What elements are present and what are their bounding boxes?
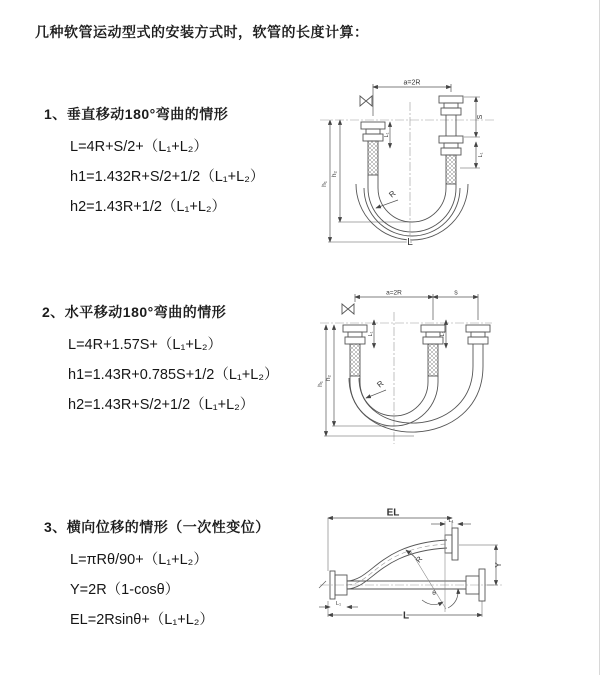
formula-line: L=πRθ/90+（L₁+L₂）: [70, 552, 208, 568]
hose-centerline: [347, 544, 447, 585]
theta-arc-arrow: [448, 589, 458, 608]
section-2-formulas: [68, 330, 278, 420]
dim-label-fitting: L₁: [440, 331, 446, 337]
braided-hose-section: [428, 344, 438, 376]
valve-icon: [342, 304, 354, 314]
braided-hose-section: [350, 344, 360, 376]
dim-label-stroke: S: [477, 114, 484, 120]
hose-wall: [428, 376, 438, 382]
section-vertical-move: [44, 104, 264, 222]
formula-line: h1=1.43R+0.785S+1/2（L₁+L₂）: [68, 367, 279, 383]
left-flange: [343, 325, 367, 344]
radius-label: R: [375, 378, 386, 390]
extension-line: [355, 294, 478, 320]
dim-label-stroke: s: [454, 289, 458, 297]
dim-label-h1: h₁: [321, 181, 328, 187]
dim-label-fitting: L₁: [448, 518, 454, 524]
formula-line: L=4R+1.57S+（L₁+L₂）: [68, 337, 223, 353]
section-2-heading: 2、水平移动180°弯曲的情形: [42, 304, 227, 320]
right-flange-moved-position: [466, 325, 490, 366]
theta-arc-arrow: [422, 600, 443, 605]
dim-label-fitting: L₁: [478, 152, 484, 158]
hose-curve-displaced: [347, 540, 447, 581]
theta-label: θ: [432, 590, 436, 597]
hose-wall: [446, 184, 456, 188]
left-flange: [361, 122, 385, 141]
dim-label-fitting: L₁: [368, 331, 374, 337]
braided-hose-section: [368, 141, 378, 175]
section-1-formulas: [70, 132, 264, 222]
radius-leader: [366, 390, 386, 398]
dim-label-span: a=2R: [403, 79, 421, 87]
formula-line: h2=1.43R+1/2（L₁+L₂）: [70, 199, 227, 215]
dim-label-el: EL: [386, 507, 400, 519]
formula-line: L=4R+S/2+（L₁+L₂）: [70, 139, 208, 155]
diagram-horizontal-180-bend: [318, 286, 494, 448]
hose-wall: [350, 376, 360, 382]
dim-label-y: Y: [494, 562, 503, 568]
section-lateral-displacement: [44, 517, 270, 635]
valve-icon: [360, 96, 372, 106]
dim-label-span: a=2R: [386, 289, 402, 297]
radius-leader: [376, 200, 398, 208]
dim-label-h1: h₁: [317, 381, 324, 387]
section-1-heading: 1、垂直移动180°弯曲的情形: [44, 106, 229, 122]
extension-line: [459, 545, 498, 585]
hose-bend-moved: [359, 366, 473, 423]
braided-hose-section: [446, 155, 456, 184]
centerline-break-tick: [319, 581, 326, 588]
right-flange-upper-position: [439, 96, 463, 136]
right-flange-lower-position: [439, 136, 463, 155]
diagram-vertical-180-bend: [318, 76, 500, 252]
radius-label: R: [413, 554, 425, 565]
dim-label-h2: h₂: [331, 170, 338, 178]
upper-flange-displaced-position: [445, 528, 458, 560]
section-horizontal-move: [42, 302, 278, 420]
extension-line: [328, 518, 452, 571]
page-title: 几种软管运动型式的安装方式时，软管的长度计算：: [35, 24, 369, 40]
section-3-heading: 3、横向位移的情形（一次性变位）: [44, 519, 270, 535]
hose-wall: [368, 175, 378, 188]
radius-label: R: [387, 188, 398, 200]
section-3-formulas: [70, 545, 270, 635]
formula-line: h1=1.432R+S/2+1/2（L₁+L₂）: [70, 169, 265, 185]
dim-label-fitting: L₁: [384, 132, 390, 138]
length-label: L: [402, 610, 410, 622]
diagram-lateral-displacement: [318, 508, 504, 630]
formula-line: Y=2R（1-cosθ）: [70, 582, 180, 598]
dim-label-fitting: L₁: [336, 601, 341, 607]
hose-curve-displaced: [347, 548, 447, 589]
formula-line: h2=1.43R+S/2+1/2（L₁+L₂）: [68, 397, 255, 413]
dim-label-h2: h₂: [325, 374, 332, 382]
length-label: L: [407, 237, 413, 248]
formula-line: EL=2Rsinθ+（L₁+L₂）: [70, 612, 214, 628]
